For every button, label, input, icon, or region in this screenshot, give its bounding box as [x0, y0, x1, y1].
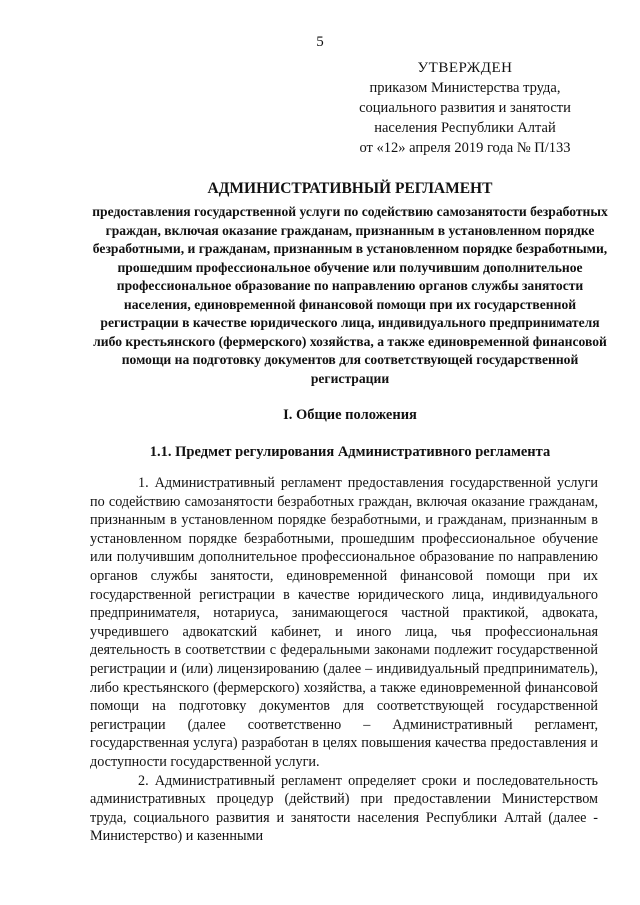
section-heading: I. Общие положения [283, 407, 417, 423]
document-title: АДМИНИСТРАТИВНЫЙ РЕГЛАМЕНТ [207, 180, 493, 197]
approval-line-2: социального развития и занятости [359, 100, 571, 116]
document-subtitle: предоставления государственной услуги по содействию самозанятости безработных граждан, включая оказание гражданам, признанным в установленном порядке безработными, и гражданам, признанным в установленном порядке безработными, прошедшим профессиональное обучение или получившим дополнительное профессиональное образование по направлению органов службы занятости населения, единовременной финансовой помощи при их государственной регистрации в качестве юридического лица, индивидуального предпринимателя либо крестьянского (фермерского) хозяйства, а также единовременной финансовой помощи на подготовку документов для соответствующей государственной регистрации [92, 204, 608, 386]
approval-line-1: приказом Министерства труда, [369, 80, 561, 96]
approval-line-4: от «12» апреля 2019 года № П/133 [359, 140, 571, 156]
approval-line-3: населения Республики Алтай [374, 120, 556, 136]
paragraph-1: 1. Административный регламент предоставления государственной услуги по содействию самозанятости безработных граждан, включая оказание гражданам, признанным в установленном порядке безработными, и гражданам, признанным в установленном порядке безработными, прошедшим профессиональное обучение или получившим дополнительное профессиональное образование по направлению органов службы занятости, единовременной финансовой помощи при их государственной регистрации в качестве юридического лица, индивидуального предпринимателя, нотариуса, занимающегося частной практикой, адвоката, учредившего адвокатский кабинет, и иного лица, чья профессиональная деятельность в соответствии с федеральными законами подлежит государственной регистрации и (или) лицензированию (далее – индивидуальный предприниматель), либо крестьянского (фермерского) хозяйства, а также единовременной финансовой помощи на подготовку документов для соответствующей государственной регистрации (далее соответственно – Административный регламент, государственная услуга) разработан в целях повышения качества предоставления и доступности государственной услуги. [90, 475, 598, 770]
subsection-heading: 1.1. Предмет регулирования Административного регламента [149, 444, 551, 460]
approval-stamp-block [330, 58, 600, 158]
page-number: 5 [316, 34, 324, 50]
paragraph-2: 2. Административный регламент определяет сроки и последовательность административных процедур (действий) при предоставлении Министерством труда, социального развития и занятости населения Республики Алтай (далее - Министерство) и казенными [90, 772, 598, 845]
approval-heading: УТВЕРЖДЕН [417, 60, 513, 76]
body-text [90, 474, 598, 846]
document-title-block [90, 178, 610, 388]
